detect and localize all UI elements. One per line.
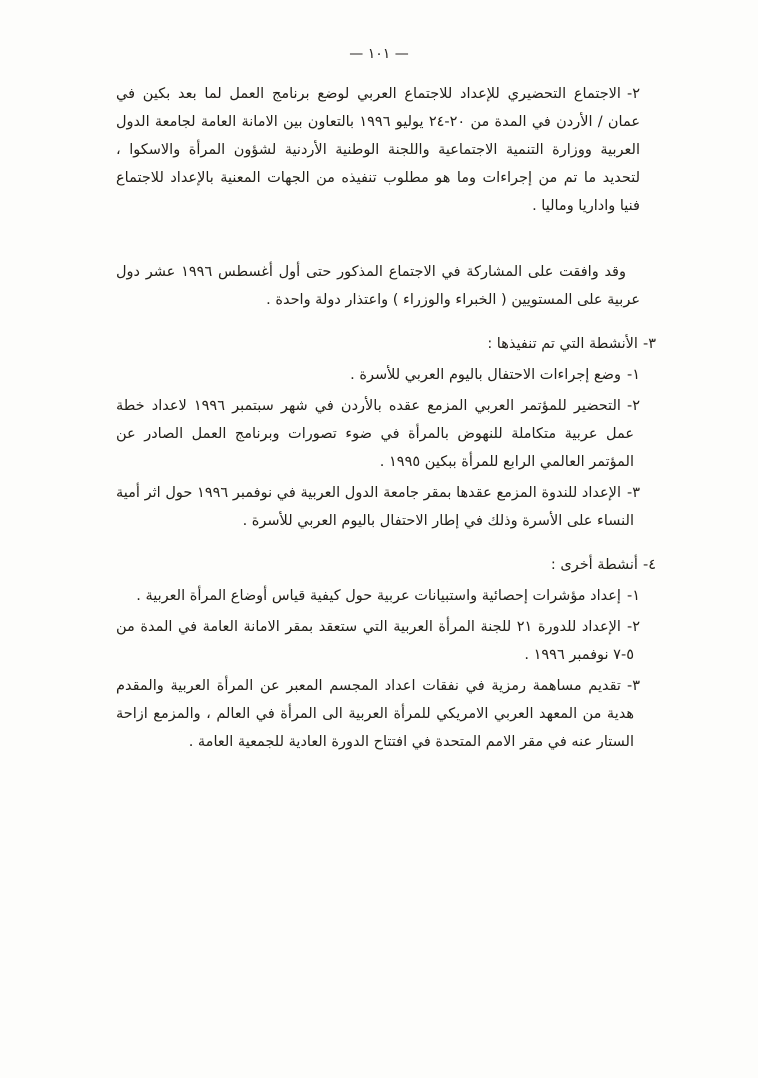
item-marker: ٢-: [626, 398, 640, 414]
item-marker: ٢-: [626, 86, 640, 102]
list-item: [116, 613, 640, 669]
paragraph-preparatory-meeting: [116, 80, 640, 220]
item-text: إعداد مؤشرات إحصائية واستبيانات عربية حول كيفية قياس أوضاع المرأة العربية .: [136, 588, 621, 604]
item-marker: ١-: [626, 588, 640, 604]
section-title-text: أنشطة أخرى :: [550, 557, 638, 573]
paragraph-text: الاجتماع التحضيري للإعداد للاجتماع العربي لوضع برنامج العمل لما بعد بكين في عمان / الأردن في المدة من ٢٠-٢٤ يوليو ١٩٩٦ بالتعاون بين الامانة العامة لجامعة الدول العربية ووزارة التنمية الاجتماعية واللجنة الوطنية الأردنية لشؤون المرأة والاسكوا ، لتحديد ما تم من إجراءات وما هو مطلوب تنفيذه من الجهات المعنية بالإعداد للاجتماع فنيا واداريا وماليا .: [116, 86, 640, 214]
section-marker: ٤-: [642, 557, 656, 573]
item-text: وضع إجراءات الاحتفال باليوم العربي للأسرة .: [350, 367, 621, 383]
item-text: الإعداد للندوة المزمع عقدها بمقر جامعة الدول العربية في نوفمبر ١٩٩٦ حول اثر أمية النساء على الأسرة وذلك في إطار الاحتفال باليوم العربي للأسرة .: [116, 485, 634, 529]
list-item: [116, 392, 640, 476]
item-text: التحضير للمؤتمر العربي المزمع عقده بالأردن في شهر سبتمبر ١٩٩٦ لاعداد خطة عمل عربية متكاملة للنهوض بالمرأة في ضوء تصورات وبرنامج العمل الصادر عن المؤتمر العالمي الرابع للمرأة ببكين ١٩٩٥ .: [116, 398, 634, 470]
paragraph-participation: وقد وافقت على المشاركة في الاجتماع المذكور حتى أول أغسطس ١٩٩٦ عشر دول عربية على المستويين ( الخبراء والوزراء ) واعتذار دولة واحدة .: [116, 264, 640, 308]
item-marker: ٢-: [626, 619, 640, 635]
item-text: الإعداد للدورة ٢١ للجنة المرأة العربية التي ستعقد بمقر الامانة العامة في المدة من ٥-٧ نوفمبر ١٩٩٦ .: [116, 619, 634, 663]
section-marker: ٣-: [642, 336, 656, 352]
document-body: [0, 62, 758, 756]
list-item: [116, 672, 640, 756]
section-title-text: الأنشطة التي تم تنفيذها :: [487, 336, 638, 352]
item-marker: ٣-: [626, 485, 641, 501]
section-heading-activities-implemented: [116, 330, 656, 358]
item-marker: ٣-: [626, 678, 640, 694]
list-item: [116, 582, 640, 610]
item-text: تقديم مساهمة رمزية في نفقات اعداد المجسم المعبر عن المرأة العربية والمقدم هدية من المعهد العربي الامريكي للمرأة العربية الى المرأة في العالم ، والمزمع ازاحة الستار عنه في مقر الامم المتحدة في افتتاح الدورة العادية للجمعية العامة .: [116, 678, 634, 750]
page-number: — ١٠١ —: [349, 46, 409, 62]
list-item: [116, 479, 641, 535]
item-marker: ١-: [626, 367, 640, 383]
list-item: [116, 361, 640, 389]
section-heading-other-activities: [116, 551, 656, 579]
